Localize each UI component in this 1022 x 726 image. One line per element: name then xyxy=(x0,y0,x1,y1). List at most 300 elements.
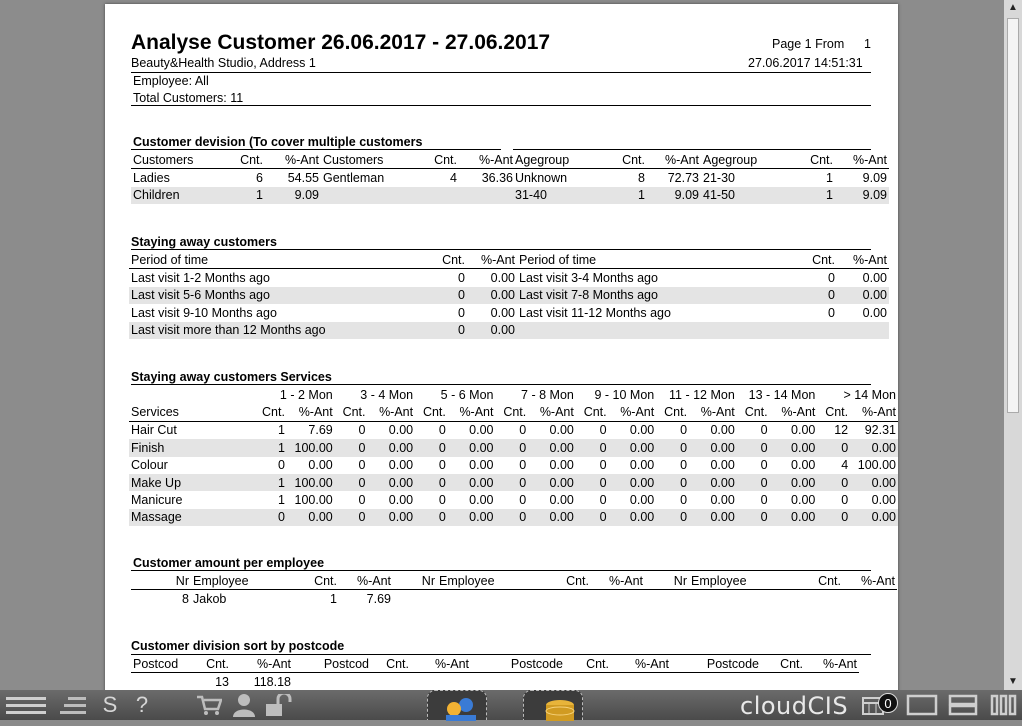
staying-row xyxy=(129,269,889,287)
services-cell: 0 xyxy=(599,458,607,473)
services-cell: 0.00 xyxy=(368,439,416,456)
services-cell: 0 xyxy=(680,493,688,508)
staying-row xyxy=(129,304,889,321)
services-cell: 0 xyxy=(415,474,448,491)
per-employee-header: %-Ant xyxy=(843,572,897,590)
split-horizontal-icon[interactable] xyxy=(948,694,978,716)
services-cell: 0 xyxy=(495,439,528,456)
services-cell: 0.00 xyxy=(850,474,898,491)
division-header: Customers xyxy=(321,151,405,169)
services-grid xyxy=(129,386,898,526)
division-header: %-Ant xyxy=(459,151,515,169)
services-cell: 0.00 xyxy=(850,509,898,526)
services-cell: 0.00 xyxy=(770,509,818,526)
staying-cell: 0.00 xyxy=(862,271,887,286)
per-employee-header: Nr xyxy=(393,572,437,590)
division-cell xyxy=(405,187,459,204)
services-cell: 0 xyxy=(760,423,768,438)
postcode-cell: 13 xyxy=(215,675,229,690)
division-cell: Children xyxy=(131,187,217,204)
services-cell: 0.00 xyxy=(791,458,816,473)
postcode-cell xyxy=(131,673,191,690)
per-employee-header: Nr xyxy=(131,572,191,590)
division-cell: 9.09 xyxy=(835,187,889,204)
services-cell: 0 xyxy=(438,423,446,438)
postcode-cell xyxy=(411,673,471,690)
services-group-header: 3 - 4 Mon xyxy=(360,387,414,402)
division-cell: Gentleman xyxy=(323,171,385,186)
staying-cell: Last visit 1-2 Months ago xyxy=(131,271,270,286)
services-cell: 0 xyxy=(680,423,688,438)
services-cell: 0.00 xyxy=(448,474,496,491)
services-cell: 0 xyxy=(680,458,688,473)
staying-cell: 0.00 xyxy=(467,287,517,304)
postcode-header: Cnt. xyxy=(191,655,231,673)
services-cell: 0.00 xyxy=(689,439,737,456)
services-cell: 0 xyxy=(438,493,446,508)
staying-cell: 0 xyxy=(433,322,467,339)
services-cell: 0.00 xyxy=(469,493,494,508)
postcode-cell xyxy=(293,673,371,690)
scroll-thumb[interactable] xyxy=(1007,18,1019,413)
services-header: %-Ant xyxy=(850,403,898,421)
services-cell: 0.00 xyxy=(710,493,735,508)
services-row xyxy=(129,491,898,508)
services-cell: 0 xyxy=(358,458,366,473)
studio-address: Beauty&Health Studio, Address 1 xyxy=(131,56,316,70)
services-cell: 0.00 xyxy=(368,509,416,526)
services-cell: 92.31 xyxy=(864,423,896,438)
services-header: %-Ant xyxy=(609,403,657,421)
services-cell: 0.00 xyxy=(549,493,574,508)
report-page xyxy=(105,4,898,690)
list-icon[interactable] xyxy=(60,695,86,717)
services-group-header: 7 - 8 Mon xyxy=(521,387,574,402)
services-cell: 0.00 xyxy=(368,474,416,491)
services-cell: 1 xyxy=(254,474,287,491)
services-cell: 0 xyxy=(599,493,607,508)
services-header: Cnt. xyxy=(576,403,609,421)
staying-cell: Last visit 5-6 Months ago xyxy=(129,287,433,304)
services-cell: 0 xyxy=(760,458,768,473)
menu-icon[interactable] xyxy=(6,695,46,717)
services-cell: 0.00 xyxy=(629,458,655,473)
division-cell: 31-40 xyxy=(513,187,599,204)
services-header: Cnt. xyxy=(495,403,528,421)
services-cell: 0.00 xyxy=(528,474,576,491)
page-label: Page 1 From xyxy=(772,37,845,51)
services-header: Cnt. xyxy=(415,403,448,421)
per-employee-cell xyxy=(437,590,551,608)
per-employee-cell xyxy=(803,590,843,608)
division-cell: 41-50 xyxy=(701,187,787,204)
per-employee-cell xyxy=(393,590,437,608)
services-cell: 0 xyxy=(817,509,850,526)
services-cell: 0.00 xyxy=(770,439,818,456)
services-cell: 0.00 xyxy=(791,423,816,438)
division-row xyxy=(513,187,889,204)
division-row xyxy=(131,187,515,204)
services-cell: 0 xyxy=(358,493,366,508)
services-title: Staying away customers Services xyxy=(131,370,332,384)
staying-grid xyxy=(129,251,889,339)
per-employee-header: Employee xyxy=(437,572,551,590)
division-header: %-Ant xyxy=(647,151,701,169)
division-header: Customers xyxy=(131,151,217,169)
services-cell: 0.00 xyxy=(469,458,494,473)
user-icon[interactable] xyxy=(232,693,256,717)
postcode-cell xyxy=(611,673,671,690)
division-cell: 1 xyxy=(217,187,265,204)
staying-cell: 0.00 xyxy=(837,287,889,304)
division-cell xyxy=(459,187,515,204)
services-cell: 0.00 xyxy=(287,509,335,526)
services-cell: 0 xyxy=(335,509,368,526)
division-header: Cnt. xyxy=(787,151,835,169)
staying-header: Period of time xyxy=(129,251,433,269)
cash-tab[interactable] xyxy=(523,690,583,720)
staying-cell: Last visit 11-12 Months ago xyxy=(519,305,671,320)
postcode-header: Postcode xyxy=(471,655,565,673)
services-header: %-Ant xyxy=(368,403,416,421)
per-employee-row xyxy=(131,590,897,608)
division-cell: 54.55 xyxy=(287,171,319,186)
services-group-header: 13 - 14 Mon xyxy=(748,387,816,402)
services-cell: 0 xyxy=(656,474,689,491)
postcode-header: %-Ant xyxy=(231,655,293,673)
staying-cell: 0.00 xyxy=(862,305,887,320)
staying-row xyxy=(129,322,889,339)
division-cell: 4 xyxy=(450,171,457,186)
scroll-up-arrow-icon[interactable]: ▲ xyxy=(1008,2,1018,13)
services-header: %-Ant xyxy=(448,403,496,421)
division-header: Cnt. xyxy=(217,151,265,169)
per-employee-header: Cnt. xyxy=(803,572,843,590)
services-group-header: 1 - 2 Mon xyxy=(279,387,333,402)
postcode-header: Cnt. xyxy=(371,655,411,673)
services-row xyxy=(129,439,898,456)
services-cell: 0.00 xyxy=(388,423,414,438)
services-cell: 0.00 xyxy=(549,423,574,438)
staying-cell: 0.00 xyxy=(490,271,515,286)
columns-icon[interactable] xyxy=(990,694,1018,716)
per-employee-cell: 1 xyxy=(330,592,337,607)
staying-title: Staying away customers xyxy=(131,235,277,249)
staying-row xyxy=(129,287,889,304)
services-cell: 100.00 xyxy=(287,474,335,491)
services-cell: 0.00 xyxy=(609,439,657,456)
staying-cell: 0 xyxy=(828,305,835,320)
services-cell: 0.00 xyxy=(629,423,655,438)
staying-cell: 0 xyxy=(433,287,467,304)
services-cell: 0.00 xyxy=(850,439,898,456)
postcode-title: Customer division sort by postcode xyxy=(131,639,345,653)
notification-badge[interactable]: 0 xyxy=(878,693,898,713)
services-cell: Manicure xyxy=(131,493,183,508)
per-employee-cell xyxy=(645,590,689,608)
division-cell: Unknown xyxy=(515,171,568,186)
per-employee-cell xyxy=(551,590,591,608)
services-cell: 100.00 xyxy=(294,493,333,508)
total-customers: Total Customers: 11 xyxy=(133,91,244,105)
services-row xyxy=(129,509,898,526)
division-cell: 1 xyxy=(787,187,835,204)
staying-cell xyxy=(837,322,889,339)
services-cell: 0 xyxy=(335,439,368,456)
division-header: %-Ant xyxy=(835,151,889,169)
per-employee-grid xyxy=(131,572,897,608)
services-cell: 0 xyxy=(576,474,609,491)
employee-filter: Employee: All xyxy=(133,74,209,88)
postcode-header: %-Ant xyxy=(611,655,671,673)
staying-cell: Last visit 7-8 Months ago xyxy=(517,287,803,304)
services-cell: 1 xyxy=(254,439,287,456)
services-cell: 0 xyxy=(576,509,609,526)
services-cell: 0 xyxy=(760,493,768,508)
division-cell: 9.09 xyxy=(647,187,701,204)
services-cell: 4 xyxy=(841,458,849,473)
services-cell: 12 xyxy=(834,423,849,438)
coins-icon xyxy=(524,691,584,721)
per-employee-header: Nr xyxy=(645,572,689,590)
brand-logo: cloudCIS xyxy=(740,692,849,720)
services-cell: 0.00 xyxy=(528,439,576,456)
customers-tab[interactable] xyxy=(427,690,487,720)
services-cell: 0 xyxy=(737,509,770,526)
services-cell: 0.00 xyxy=(609,474,657,491)
postcode-cell xyxy=(671,673,761,690)
services-cell: 0.00 xyxy=(629,493,655,508)
services-cell: 0 xyxy=(358,423,366,438)
staying-cell: 0 xyxy=(828,271,835,286)
postcode-cell xyxy=(371,673,411,690)
services-cell: 0 xyxy=(519,493,527,508)
division-header: Agegroup xyxy=(513,151,599,169)
division-row xyxy=(131,169,515,187)
division-header: %-Ant xyxy=(265,151,321,169)
per-employee-header: %-Ant xyxy=(339,572,393,590)
services-header: Cnt. xyxy=(737,403,770,421)
services-header: %-Ant xyxy=(528,403,576,421)
services-cell: 0.00 xyxy=(689,509,737,526)
services-cell: 0 xyxy=(817,474,850,491)
division-grid xyxy=(131,151,515,204)
staying-cell xyxy=(803,322,837,339)
services-group-header: 11 - 12 Mon xyxy=(669,387,735,402)
header-divider-2 xyxy=(131,105,871,106)
taskbar xyxy=(0,690,1022,720)
postcode-header: %-Ant xyxy=(805,655,859,673)
postcode-cell xyxy=(805,673,859,690)
unlock-icon[interactable] xyxy=(264,694,300,716)
division-cell: 1 xyxy=(599,187,647,204)
services-cell: 0 xyxy=(495,509,528,526)
staying-cell: Last visit more than 12 Months ago xyxy=(129,322,433,339)
services-header: Cnt. xyxy=(335,403,368,421)
services-cell: 0 xyxy=(254,509,287,526)
services-cell: 0 xyxy=(656,509,689,526)
services-row xyxy=(129,474,898,491)
staying-cell: 0 xyxy=(458,271,465,286)
division-cell: 72.73 xyxy=(667,171,699,186)
division-title: Customer devision (To cover multiple customers xyxy=(133,135,423,149)
postcode-header: Postcod xyxy=(131,655,191,673)
services-cell: 0 xyxy=(656,439,689,456)
division-cell xyxy=(321,187,405,204)
division-grid xyxy=(513,151,889,204)
services-cell: 0.00 xyxy=(528,509,576,526)
staying-cell: 0 xyxy=(803,287,837,304)
services-cell: 100.00 xyxy=(857,458,896,473)
services-group-header: 5 - 6 Mon xyxy=(440,387,494,402)
services-cell: 0.00 xyxy=(448,439,496,456)
help-icon[interactable]: ? xyxy=(135,692,149,717)
services-cell: 0.00 xyxy=(448,509,496,526)
postcode-header: Cnt. xyxy=(565,655,611,673)
services-header: Services xyxy=(129,403,254,421)
scroll-down-arrow-icon[interactable]: ▼ xyxy=(1008,676,1018,687)
postcode-cell xyxy=(565,673,611,690)
services-cell: 0 xyxy=(415,509,448,526)
services-cell: 1 xyxy=(278,423,285,438)
services-cell: 0 xyxy=(576,439,609,456)
per-employee-header: Employee xyxy=(191,572,295,590)
services-cell: Finish xyxy=(129,439,254,456)
staying-cell: 0.00 xyxy=(490,305,515,320)
per-employee-title: Customer amount per employee xyxy=(133,556,325,570)
staying-header: Cnt. xyxy=(803,251,837,269)
services-cell: Make Up xyxy=(129,474,254,491)
division-cell: 8 xyxy=(638,171,645,186)
per-employee-cell xyxy=(843,590,897,608)
services-cell: Colour xyxy=(131,458,168,473)
services-group-header: 9 - 10 Mon xyxy=(594,387,655,402)
services-cell: 0.00 xyxy=(770,474,818,491)
staying-cell: Last visit 9-10 Months ago xyxy=(131,305,277,320)
staying-header: %-Ant xyxy=(837,251,889,269)
services-cell: 0 xyxy=(495,474,528,491)
services-header: %-Ant xyxy=(287,403,335,421)
services-header: Cnt. xyxy=(817,403,850,421)
staying-cell xyxy=(517,322,803,339)
header-divider xyxy=(131,72,871,73)
per-employee-cell xyxy=(689,590,803,608)
staying-cell: 0.00 xyxy=(467,322,517,339)
services-row xyxy=(129,457,898,474)
services-row xyxy=(129,421,898,439)
services-cell: 0 xyxy=(841,493,849,508)
services-cell: 0.00 xyxy=(388,458,414,473)
services-cell: 0 xyxy=(415,439,448,456)
division-cell: 9.09 xyxy=(862,171,887,186)
division-header: Cnt. xyxy=(599,151,647,169)
per-employee-cell: Jakob xyxy=(193,592,227,607)
services-cell: 0.00 xyxy=(710,458,735,473)
postcode-cell: 118.18 xyxy=(253,675,291,690)
division-cell: 36.36 xyxy=(481,171,513,186)
division-cell: Ladies xyxy=(133,171,170,186)
report-timestamp: 27.06.2017 14:51:31 xyxy=(748,56,863,70)
services-header: Cnt. xyxy=(656,403,689,421)
per-employee-header: Cnt. xyxy=(551,572,591,590)
division-row xyxy=(513,169,889,187)
services-cell: 0.00 xyxy=(871,493,896,508)
services-cell: Massage xyxy=(129,509,254,526)
services-cell: Hair Cut xyxy=(131,423,177,438)
services-cell: 0.00 xyxy=(549,458,574,473)
per-employee-cell: 8 xyxy=(182,592,189,607)
per-employee-header: Employee xyxy=(689,572,803,590)
per-employee-header: %-Ant xyxy=(591,572,645,590)
services-cell: 0.00 xyxy=(609,509,657,526)
services-cell: 0 xyxy=(519,458,527,473)
services-cell: 0 xyxy=(817,439,850,456)
page-number: 1 xyxy=(864,37,871,51)
services-cell: 0 xyxy=(438,458,446,473)
services-group-header: > 14 Mon xyxy=(843,387,896,402)
services-cell: 0 xyxy=(278,458,285,473)
services-cell: 0.00 xyxy=(689,474,737,491)
services-cell: 7.69 xyxy=(308,423,333,438)
per-employee-cell xyxy=(591,590,645,608)
division-cell: 6 xyxy=(256,171,263,186)
staying-header: %-Ant xyxy=(467,251,517,269)
postcode-header: Cnt. xyxy=(761,655,805,673)
services-cell: 0.00 xyxy=(308,458,333,473)
postcode-row xyxy=(131,673,859,690)
division-header: Agegroup xyxy=(701,151,787,169)
postcode-cell xyxy=(471,673,565,690)
division-cell: 21-30 xyxy=(703,171,735,186)
services-header: %-Ant xyxy=(689,403,737,421)
single-window-icon[interactable] xyxy=(906,694,938,716)
vertical-scrollbar[interactable] xyxy=(1004,0,1022,690)
staying-header: Period of time xyxy=(517,251,803,269)
services-cell: 0.00 xyxy=(791,493,816,508)
services-cell: 0 xyxy=(737,474,770,491)
services-cell: 0 xyxy=(599,423,607,438)
postcode-header: Postcode xyxy=(671,655,761,673)
postcode-header: Postcod xyxy=(293,655,371,673)
cart-icon[interactable] xyxy=(196,694,222,716)
services-cell: 0.00 xyxy=(710,423,735,438)
division-cell: 9.09 xyxy=(265,187,321,204)
per-employee-header: Cnt. xyxy=(295,572,339,590)
per-employee-cell: 7.69 xyxy=(366,592,391,607)
services-cell: 0 xyxy=(335,474,368,491)
services-header: %-Ant xyxy=(770,403,818,421)
postcode-header: %-Ant xyxy=(411,655,471,673)
staying-cell: 0 xyxy=(458,305,465,320)
services-cell: 0.00 xyxy=(469,423,494,438)
dollar-icon[interactable]: S xyxy=(102,692,118,717)
staying-cell: Last visit 3-4 Months ago xyxy=(519,271,658,286)
postcode-cell xyxy=(761,673,805,690)
division-cell: 1 xyxy=(826,171,833,186)
services-header: Cnt. xyxy=(254,403,287,421)
services-group-header xyxy=(129,386,254,403)
services-cell: 0.00 xyxy=(388,493,414,508)
services-cell: 100.00 xyxy=(287,439,335,456)
report-title: Analyse Customer 26.06.2017 - 27.06.2017 xyxy=(131,31,551,54)
customers-icon xyxy=(428,691,488,721)
staying-header: Cnt. xyxy=(433,251,467,269)
postcode-grid xyxy=(131,655,859,690)
services-cell: 1 xyxy=(278,493,285,508)
services-cell: 0 xyxy=(737,439,770,456)
services-cell: 0 xyxy=(519,423,527,438)
division-header: Cnt. xyxy=(405,151,459,169)
